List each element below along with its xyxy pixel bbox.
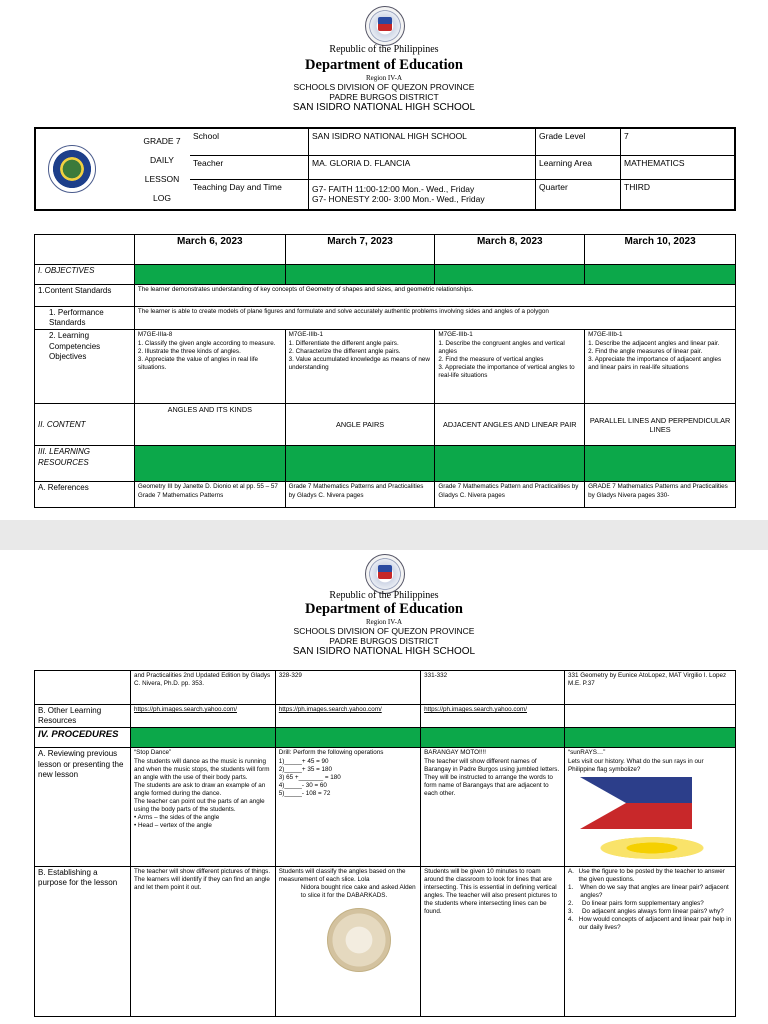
resources-label: III. LEARNING RESOURCES: [35, 446, 135, 482]
teacher-label: Teacher: [190, 155, 309, 179]
time-value: G7- FAITH 11:00-12:00 Mon.- Wed., Friday G7- HONESTY 2:00- 3:00 Mon.- Wed., Friday: [309, 179, 536, 209]
republic-text: Republic of the Philippines: [329, 590, 439, 601]
objectives-label: I. OBJECTIVES: [35, 265, 135, 285]
reference-cell: GRADE 7 Mathematics Patterns and Practicalities by Gladys Nivera pages 330-: [585, 482, 736, 508]
purpose-cell: The teacher will show different pictures of things. The learners will identify if they can find an angle and let them point it out.: [131, 866, 276, 1016]
review-cell: “sunRAYS…” Lets visit our history. What do the sun rays in our Philippine flag symbolize?: [564, 748, 735, 866]
competency-cell: M7GE-IIIb-1 1. Differentiate the different angle pairs. 2. Characterize the different angle pairs. 3. Value accumulated knowledge as means of new understanding: [285, 330, 435, 404]
school-heading: SAN ISIDRO NATIONAL HIGH SCHOOL: [292, 646, 476, 657]
department-title: Department of Education: [305, 601, 463, 617]
content-standards-label: 1.Content Standards: [35, 285, 135, 307]
reference-cell: Grade 7 Mathematics Pattern and Practicalities by Gladys C. Nivera pages: [435, 482, 585, 508]
competency-cell: M7GE-IIIa-8 1. Classify the given angle according to measure. 2. Illustrate the three kinds of angles. 3. Appreciate the value of angles in real life situations.: [134, 330, 285, 404]
reference-cell: Geometry III by Janette D. Dionio et al pp. 55 – 57 Grade 7 Mathematics Patterns: [134, 482, 285, 508]
reference-cell: Grade 7 Mathematics Patterns and Practicalities by Gladys C. Nivera pages: [285, 482, 435, 508]
district-text: PADRE BURGOS DISTRICT: [329, 636, 439, 646]
review-cell: “Stop Dance” The students will dance as the music is running and when the music stops, the students will form an angle with the use of their body parts. The students are ask to draw an example of an angle formed during the dance. The teacher can point out the parts of an angle using the body parts of the students. • Arms – the sides of the angle • Head – vertex of the angle: [131, 748, 276, 866]
review-cell: BARANGAY MOTO!!!! The teacher will show different names of Barangay in Padre Burgos using jumbled letters. They will be instructed to arrange the words to form name of Barangays that are adjacent to each other.: [421, 748, 565, 866]
quarter-value: THIRD: [624, 181, 650, 192]
reference-cell: and Practicalities 2nd Updated Edition by Gladys C. Nivera, Ph.D. pp. 353.: [131, 671, 276, 705]
reference-cell: 331-332: [421, 671, 565, 705]
school-heading: SAN ISIDRO NATIONAL HIGH SCHOOL: [292, 102, 476, 113]
sun-rays-image: [572, 831, 732, 865]
division-text: SCHOOLS DIVISION OF QUEZON PROVINCE: [293, 626, 475, 636]
area-value: MATHEMATICS: [621, 155, 737, 179]
grade-value: 7: [621, 129, 737, 155]
grade-label: Grade Level: [536, 129, 621, 155]
references-label: A. References: [35, 482, 135, 508]
page-separator: [0, 520, 768, 550]
dll-title: GRADE 7 DAILY LESSON LOG: [143, 136, 181, 203]
content-title: ANGLE PAIRS: [285, 404, 435, 446]
reference-cell: 331 Geometry by Eunice AtoLopez, MAT Virgilio I. Lopez M.E. P.37: [564, 671, 735, 705]
division-text: SCHOOLS DIVISION OF QUEZON PROVINCE: [293, 82, 475, 92]
info-box: [34, 127, 736, 211]
resource-link[interactable]: https://ph.images.search.yahoo.com/: [421, 705, 565, 728]
content-title: ANGLES AND ITS KINDS: [134, 404, 285, 446]
region-text: Region IV-A: [365, 74, 403, 82]
lesson-table-page-2: [34, 670, 736, 1017]
content-title: ADJACENT ANGLES AND LINEAR PAIR: [435, 404, 585, 446]
time-label: Teaching Day and Time: [190, 179, 309, 209]
philippine-flag-image: [580, 777, 692, 829]
area-label: Learning Area: [536, 155, 621, 179]
content-title: PARALLEL LINES AND PERPENDICULAR LINES: [585, 404, 736, 446]
date-header: March 10, 2023: [585, 235, 736, 265]
purpose-label: B. Establishing a purpose for the lesson: [35, 866, 131, 1016]
competencies-label: 2. Learning Competencies Objectives: [35, 330, 135, 404]
performance-standard-text: The learner is able to create models of plane figures and formulate and solve accurately authentic problems involving sides and angles of a polygon: [134, 307, 735, 330]
rice-cake-image: [327, 908, 391, 972]
competency-cell: M7GE-IIIb-1 1. Describe the congruent angles and vertical angles 2. Find the measure of vertical angles 3. Appreciate the importance of vertical angles to real-life situations: [435, 330, 585, 404]
teacher-value: MA. GLORIA D. FLANCIA: [309, 155, 536, 179]
performance-standards-label: 1. Performance Standards: [35, 307, 135, 330]
school-logo-icon: [48, 145, 96, 193]
page-2: [0, 550, 768, 1024]
purpose-cell: Students will be given 10 minutes to roam around the classroom to look for lines that are intersecting. This is essential in defining vertical angles. The teacher will also present pictures to the students where intersecting lines can be found.: [421, 866, 565, 1016]
lesson-table-page-1: [34, 234, 736, 508]
district-text: PADRE BURGOS DISTRICT: [329, 92, 439, 102]
info-table: [190, 129, 736, 209]
date-header: March 6, 2023: [134, 235, 285, 265]
region-text: Region IV-A: [365, 618, 403, 626]
republic-text: Republic of the Philippines: [329, 44, 439, 55]
resource-link[interactable]: https://ph.images.search.yahoo.com/: [275, 705, 420, 728]
date-header: March 8, 2023: [435, 235, 585, 265]
content-label: II. CONTENT: [35, 404, 135, 446]
content-standard-text: The learner demonstrates understanding of key concepts of Geometry of shapes and sizes, and geometric relationships.: [134, 285, 735, 307]
review-label: A. Reviewing previous lesson or presenting the new lesson: [35, 748, 131, 866]
other-resources-label: B. Other Learning Resources: [35, 705, 131, 728]
procedures-label: IV. PROCEDURES: [35, 728, 131, 748]
school-label: School: [190, 129, 309, 155]
department-title: Department of Education: [305, 57, 463, 73]
competency-cell: M7GE-IIIb-1 1. Describe the adjacent angles and linear pair. 2. Find the angle measures of linear pair. 3. Appreciate the importance of adjacent angles and linear pairs in real-life situations: [585, 330, 736, 404]
resource-link[interactable]: https://ph.images.search.yahoo.com/: [131, 705, 276, 728]
purpose-cell: Students will classify the angles based on the measurement of each slice. Lola Nidora bought rice cake and asked Alden to slice it for the DABARKADS.: [275, 866, 420, 1016]
school-value: SAN ISIDRO NATIONAL HIGH SCHOOL: [309, 129, 536, 155]
deped-seal-icon: [365, 6, 405, 46]
purpose-cell: A. Use the figure to be posted by the teacher to answer the given questions. 1. When do we say that angles are linear pair? adjacent angles? 2. Do linear pairs form supplementary angles? 3. Do adjacent angles always form linear pairs? why? 4. How would concepts of adjacent and linear pair help in our daily lives?: [564, 866, 735, 1016]
reference-cell: 328-329: [275, 671, 420, 705]
review-cell: Drill: Perform the following operations 1)_____+ 45 = 90 2)_____+ 35 = 180 3) 65 +_______ = 180 4)_____- 30 = 60 5)_____- 108 = 72: [275, 748, 420, 866]
deped-seal-icon: [365, 554, 405, 594]
quarter-label: Quarter: [536, 179, 621, 209]
date-header: March 7, 2023: [285, 235, 435, 265]
